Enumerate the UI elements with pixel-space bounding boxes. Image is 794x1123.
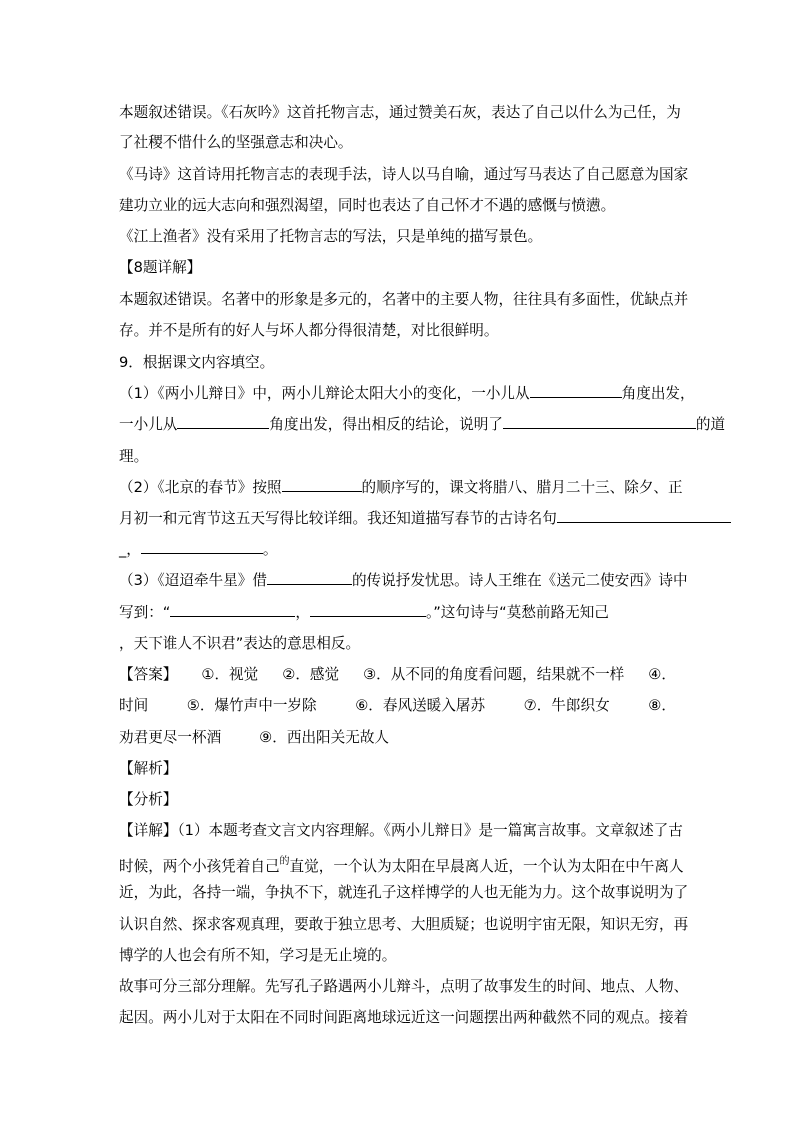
text-segment: 直觉，一个认为太阳在早晨离人近，一个认为太阳在中午离人 (289, 858, 684, 875)
text-line (119, 632, 676, 656)
text-line (119, 507, 676, 531)
text-segment: ①．视觉 (201, 666, 259, 683)
text-segment: ⑧． (648, 697, 676, 714)
text-segment: _， (119, 541, 141, 558)
text-line (119, 445, 676, 469)
text-segment: 角度出发， (621, 385, 695, 402)
text-segment: 博学的人也会有所不知，学习是无止境的。 (119, 947, 397, 964)
text-line (119, 382, 695, 406)
text-segment: ， (295, 604, 310, 621)
text-line (119, 601, 676, 625)
text-line (119, 288, 689, 312)
text-segment: 。”这句诗与“莫愁前路无知己 (425, 604, 609, 621)
text-segment: ⑦．牛郎织女 (523, 697, 610, 714)
answer-line (119, 663, 676, 687)
fill-in-blank (267, 569, 352, 585)
text-line (119, 476, 683, 500)
text-segment: 建功立业的远大志向和强烈渴望，同时也表达了自己怀才不遇的感慨与愤懑。 (119, 197, 616, 214)
answer-line (119, 726, 676, 750)
text-line (119, 319, 676, 343)
text-segment: 起因。两小儿对于太阳在不同时间距离地球远近这一问题摆出两种截然不同的观点。接着 (119, 1009, 689, 1026)
text-segment: 本题叙述错误。名著中的形象是多元的，名著中的主要人物，往往具有多面性，优缺点并 (119, 291, 689, 308)
text-segment: 《马诗》这首诗用托物言志的表现手法，诗人以马自喻，通过写马表达了自己愿意为国家 (119, 166, 689, 183)
text-segment: 写到：“ (119, 604, 171, 621)
text-segment: 角度出发，得出相反的结论，说明了 (269, 416, 503, 433)
text-segment: 了社稷不惜什么的坚强意志和决心。 (119, 134, 353, 151)
text-segment: 【分析】 (119, 791, 178, 808)
text-segment: ②．感觉 (282, 666, 340, 683)
text-segment: 故事可分三部分理解。先写孔子路遇两小儿辩斗，点明了故事发生的时间、地点、人物、 (119, 978, 689, 995)
text-segment: 一小儿从 (119, 416, 178, 433)
text-segment: 的顺序写的，课文将腊八、腊月二十三、除夕、正 (361, 479, 683, 496)
fill-in-blank (530, 382, 622, 398)
text-segment: ⑨．西出阳关无故人 (259, 729, 390, 746)
text-segment: （3）《迢迢牵牛星》借 (119, 572, 267, 589)
text-segment: 理。 (119, 448, 149, 465)
fill-in-blank (177, 413, 269, 429)
fill-in-blank (557, 507, 731, 523)
text-segment: 劝君更尽一杯酒 (119, 729, 222, 746)
answer-line (119, 694, 676, 718)
text-segment: （2）《北京的春节》按照 (119, 479, 282, 496)
text-segment: 【详解】（1）本题考查文言文内容理解。《两小儿辩日》是一篇寓言故事。文章叙述了古 (119, 822, 683, 839)
text-segment: ⑤．爆竹声中一岁除 (186, 697, 317, 714)
text-segment: 认识自然、探求客观真理，要敢于独立思考、大胆质疑；也说明宇宙无限，知识无穷，再 (119, 916, 689, 933)
text-line (119, 413, 726, 437)
text-line (119, 819, 683, 843)
text-line (119, 351, 676, 375)
text-line (119, 913, 689, 937)
text-segment: 9．根据课文内容填空。 (119, 354, 275, 371)
text-line (119, 131, 676, 155)
text-line (119, 101, 681, 125)
text-line (119, 163, 689, 187)
text-line (119, 538, 676, 562)
text-segment: 时间 (119, 697, 149, 714)
text-line (119, 850, 684, 875)
fill-in-blank (141, 538, 263, 554)
fill-in-blank (170, 601, 295, 617)
fill-in-blank (503, 413, 696, 429)
text-segment: 。 (262, 541, 278, 558)
text-segment: ，天下谁人不识君”表达的意思相反。 (119, 635, 361, 652)
text-line (119, 788, 676, 812)
text-segment: 本题叙述错误。《石灰吟》这首托物言志，通过赞美石灰，表达了自己以什么为己任，为 (119, 104, 681, 121)
text-line (119, 569, 688, 593)
text-segment: （1）《两小儿辩日》中，两小儿辩论太阳大小的变化，一小儿从 (119, 385, 530, 402)
text-segment: 存。并不是所有的好人与坏人都分得很清楚，对比很鲜明。 (119, 322, 499, 339)
text-line (119, 194, 676, 218)
text-segment: 《江上渔者》没有采用了托物言志的写法，只是单纯的描写景色。 (119, 228, 543, 245)
text-line (119, 757, 676, 781)
text-segment: ③．从不同的角度看问题，结果就不一样 (363, 666, 625, 683)
text-segment: 的传说抒发忧思。诗人王维在《送元二使安西》诗中 (351, 572, 688, 589)
text-segment: 月初一和元宵节这五天写得比较详细。我还知道描写春节的古诗名句 (119, 510, 557, 527)
text-line (119, 975, 689, 999)
fill-in-blank (282, 476, 362, 492)
fill-in-blank (310, 601, 426, 617)
text-segment: ⑥．春风送暖入屠苏 (355, 697, 486, 714)
text-segment: 【解析】 (119, 760, 178, 777)
text-segment: 【答案】 (119, 666, 178, 683)
text-segment: 近，为此，各持一端，争执不下，就连孔子这样博学的人也无能为力。这个故事说明为了 (119, 884, 689, 901)
text-line (119, 1006, 689, 1030)
text-line (119, 944, 676, 968)
text-segment: 【8题详解】 (119, 259, 202, 276)
text-segment: ④． (648, 666, 676, 683)
text-line (119, 256, 676, 280)
text-segment: 的道 (695, 416, 726, 433)
text-line (119, 225, 676, 249)
text-segment: 时候，两个小孩凭着自己 (119, 858, 280, 875)
text-line (119, 881, 689, 905)
superscript-text: 的 (279, 856, 290, 867)
